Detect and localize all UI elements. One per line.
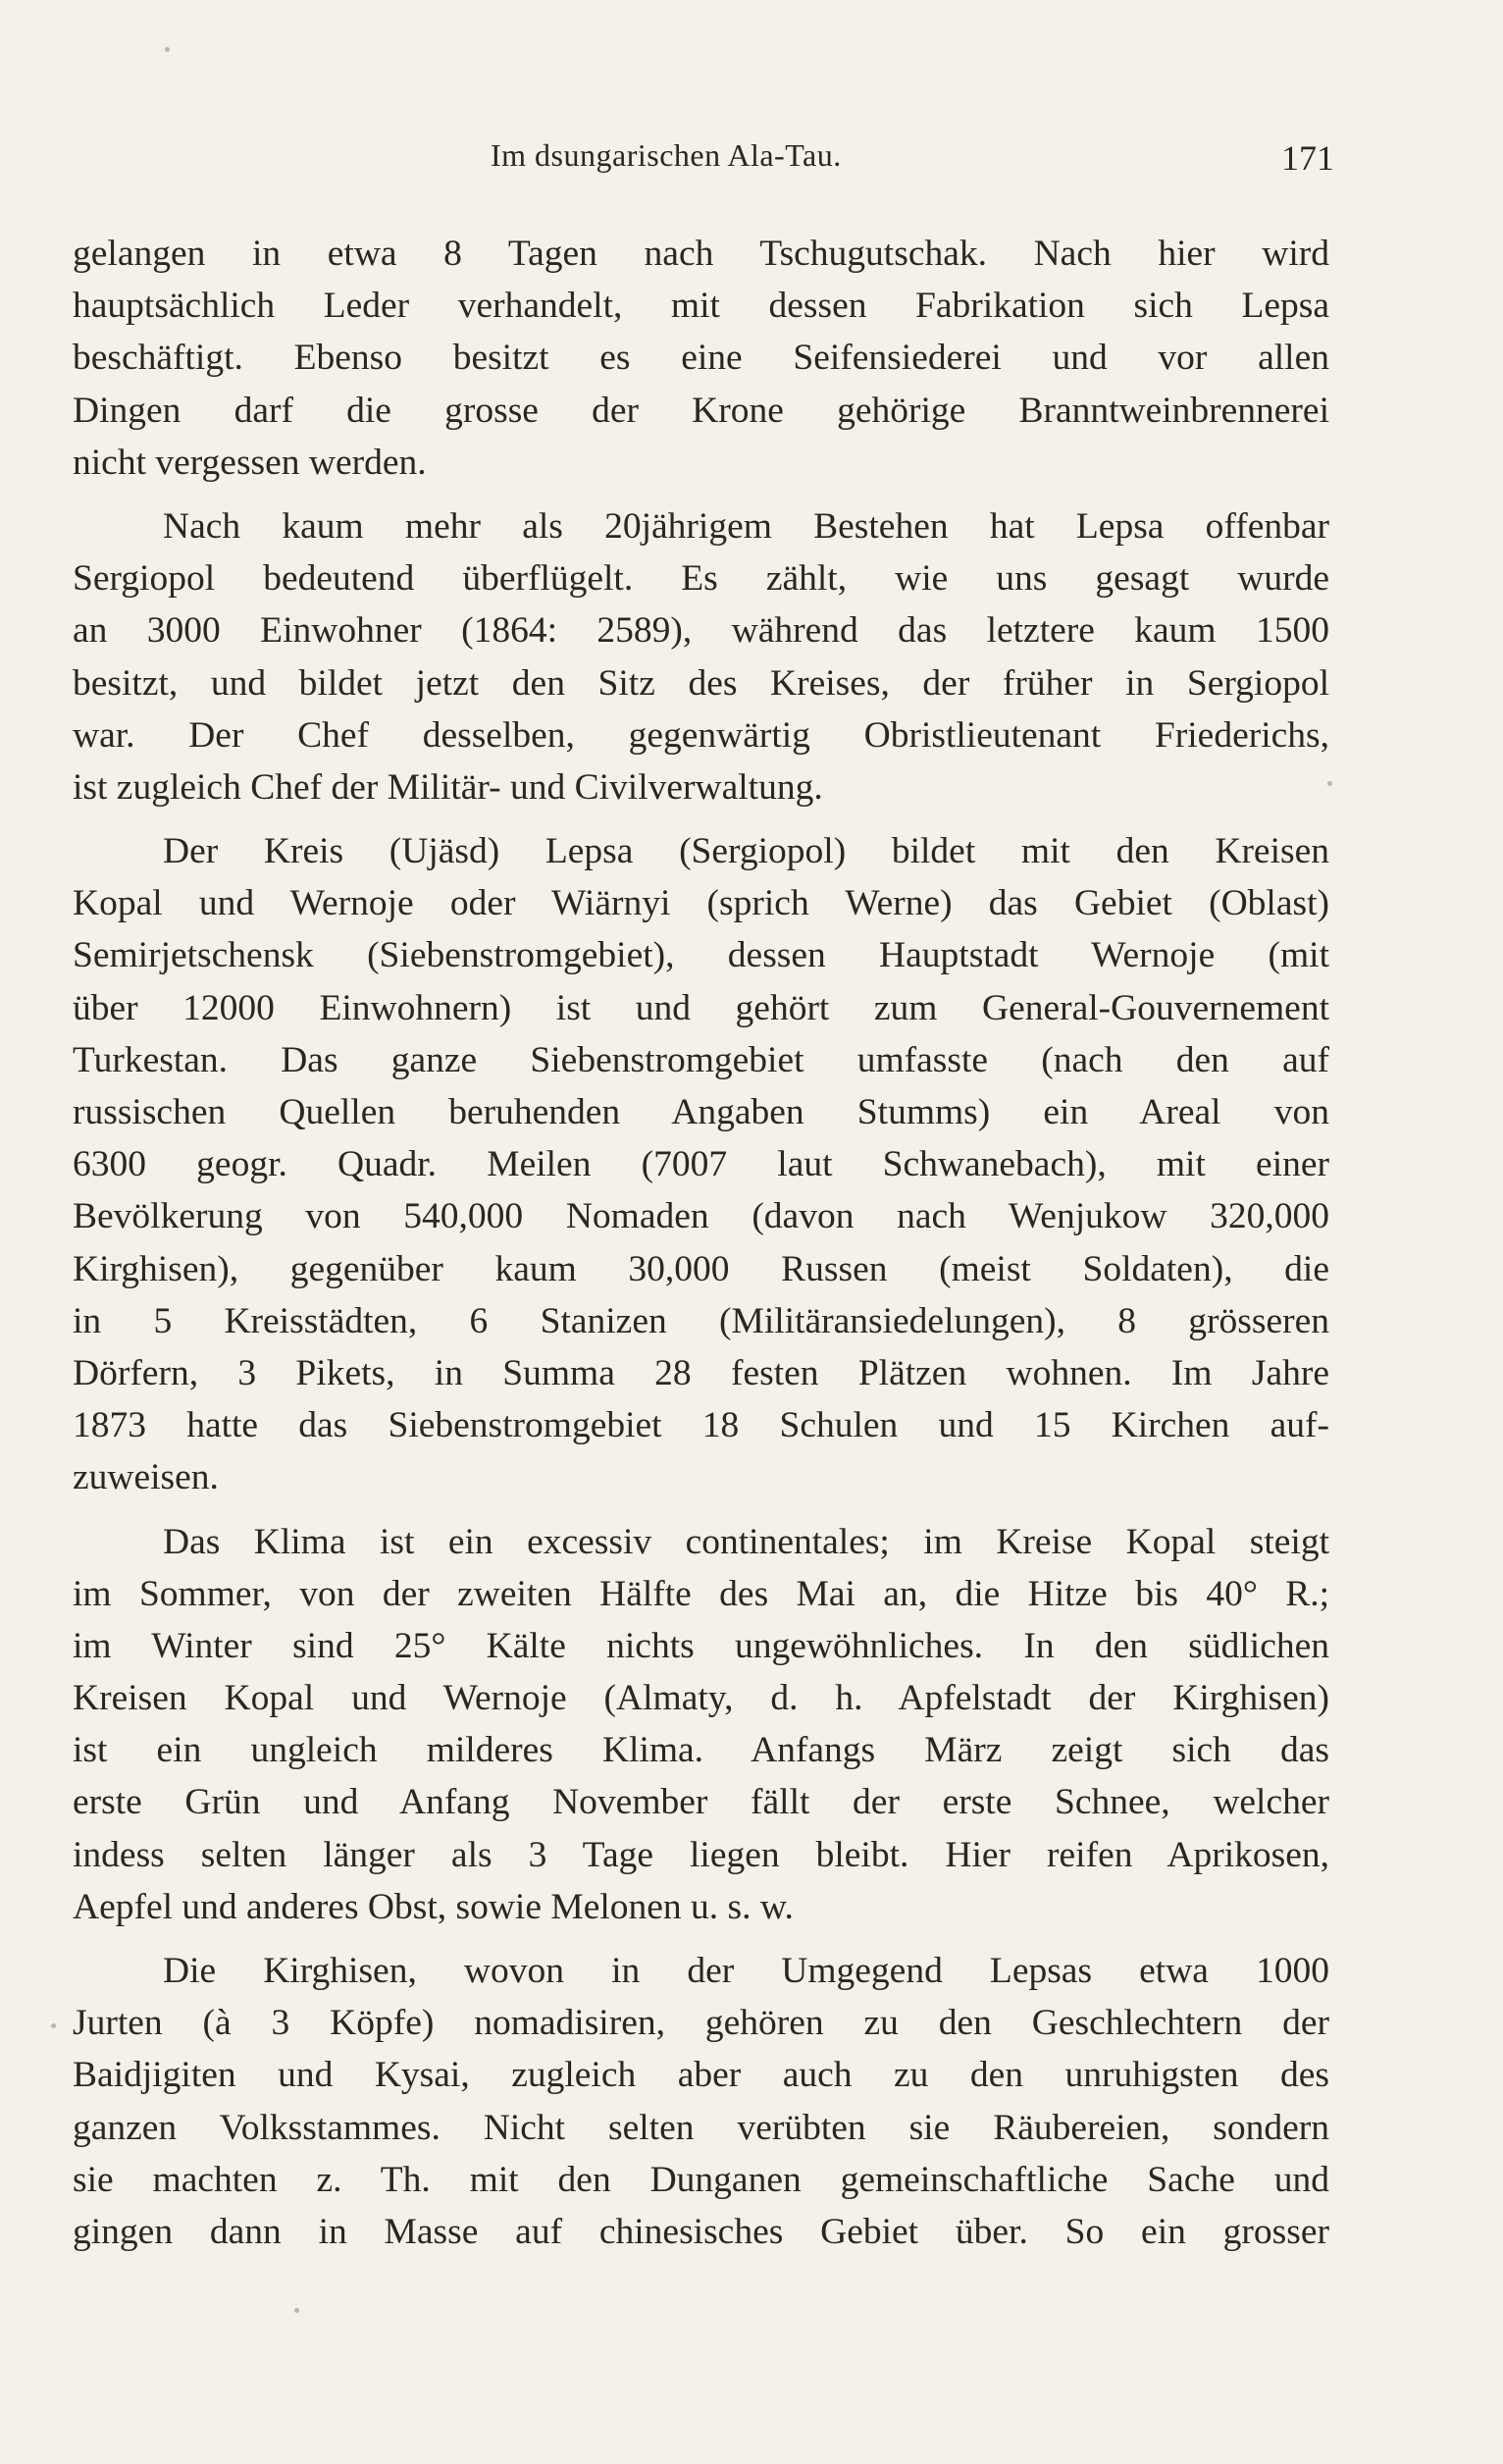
text-line: Die Kirghisen, wovon in der Umgegend Lepsas etwa 1000 — [163, 1951, 1329, 1991]
paragraph-1 — [73, 228, 1329, 489]
text-line: über 12000 Einwohnern) ist und gehört zum General-Gouvernement — [73, 987, 1329, 1028]
page-number: 171 — [1281, 138, 1334, 178]
text-line: war. Der Chef desselben, gegenwärtig Obristlieutenant Friederichs, — [73, 714, 1329, 756]
text-line: besitzt, und bildet jetzt den Sitz des Kreises, der früher in Sergiopol — [73, 662, 1329, 704]
text-line: Kirghisen), gegenüber kaum 30,000 Russen (meist Soldaten), die — [73, 1248, 1329, 1289]
scan-speck — [1327, 781, 1332, 786]
text-line: Der Kreis (Ujäsd) Lepsa (Sergiopol) bildet mit den Kreisen — [163, 831, 1329, 872]
text-line: Sergiopol bedeutend überflügelt. Es zählt, wie uns gesagt wurde — [73, 558, 1329, 600]
text-line: russischen Quellen beruhenden Angaben Stumms) ein Areal von — [73, 1092, 1329, 1132]
text-line: an 3000 Einwohner (1864: 2589), während das letztere kaum 1500 — [73, 610, 1329, 652]
text-line: Turkestan. Das ganze Siebenstromgebiet umfasste (nach den auf — [73, 1039, 1329, 1080]
scan-speck — [51, 2023, 56, 2028]
text-line: hauptsächlich Leder verhandelt, mit dessen Fabrikation sich Lepsa — [73, 286, 1329, 327]
text-line: erste Grün und Anfang November fällt der erste Schnee, welcher — [73, 1782, 1329, 1823]
text-line: Jurten (à 3 Köpfe) nomadisiren, gehören zu den Geschlechtern der — [73, 2003, 1329, 2044]
text-line: Baidjigiten und Kysai, zugleich aber auch zu den unruhigsten des — [73, 2055, 1329, 2096]
text-line: Semirjetschensk (Siebenstromgebiet), dessen Hauptstadt Wernoje (mit — [73, 935, 1329, 976]
running-head: Im dsungarischen Ala-Tau. — [491, 137, 842, 173]
scan-speck — [294, 2308, 299, 2313]
paragraph-2 — [73, 500, 1329, 813]
text-line: in 5 Kreisstädten, 6 Stanizen (Militäransiedelungen), 8 grösseren — [73, 1300, 1329, 1341]
text-line: im Winter sind 25° Kälte nichts ungewöhnliches. In den südlichen — [73, 1625, 1329, 1666]
text-line: Dingen darf die grosse der Krone gehörige Branntweinbrennerei — [73, 390, 1329, 431]
paragraph-4 — [73, 1516, 1329, 1934]
text-line: Aepfel und anderes Obst, sowie Melonen u. s. w. — [73, 1886, 794, 1927]
text-line: ist ein ungleich milderes Klima. Anfangs März zeigt sich das — [73, 1730, 1329, 1771]
paragraph-3 — [73, 825, 1329, 1503]
text-line: Bevölkerung von 540,000 Nomaden (davon nach Wenjukow 320,000 — [73, 1196, 1329, 1237]
body-text — [73, 228, 1329, 2258]
text-line: indess selten länger als 3 Tage liegen bleibt. Hier reifen Aprikosen, — [73, 1834, 1329, 1875]
text-line: gelangen in etwa 8 Tagen nach Tschugutschak. Nach hier wird — [73, 234, 1329, 274]
text-line: gingen dann in Masse auf chinesisches Gebiet über. So ein grosser — [73, 2211, 1329, 2252]
text-line: Kreisen Kopal und Wernoje (Almaty, d. h. Apfelstadt der Kirghisen) — [73, 1678, 1329, 1719]
text-line: im Sommer, von der zweiten Hälfte des Mai an, die Hitze bis 40° R.; — [73, 1573, 1329, 1614]
text-line: Nach kaum mehr als 20jährigem Bestehen hat Lepsa offenbar — [163, 505, 1329, 547]
text-line: Kopal und Wernoje oder Wiärnyi (sprich Werne) das Gebiet (Oblast) — [73, 883, 1329, 924]
scan-speck — [165, 47, 170, 52]
text-line: 6300 geogr. Quadr. Meilen (7007 laut Schwanebach), mit einer — [73, 1144, 1329, 1185]
text-line: Dörfern, 3 Pikets, in Summa 28 festen Plätzen wohnen. Im Jahre — [73, 1352, 1329, 1393]
text-line: 1873 hatte das Siebenstromgebiet 18 Schulen und 15 Kirchen auf- — [73, 1405, 1329, 1446]
text-line: ganzen Volksstammes. Nicht selten verübten sie Räubereien, sondern — [73, 2107, 1329, 2148]
text-line: zuweisen. — [73, 1457, 219, 1498]
paragraph-5 — [73, 1945, 1329, 2258]
text-line: sie machten z. Th. mit den Dunganen gemeinschaftliche Sache und — [73, 2159, 1329, 2200]
text-line: ist zugleich Chef der Militär- und Civilverwaltung. — [73, 766, 823, 808]
page-header — [491, 137, 1334, 186]
text-line: nicht vergessen werden. — [73, 442, 427, 483]
text-line: beschäftigt. Ebenso besitzt es eine Seifensiederei und vor allen — [73, 338, 1329, 379]
text-line: Das Klima ist ein excessiv continentales; im Kreise Kopal steigt — [163, 1521, 1329, 1562]
